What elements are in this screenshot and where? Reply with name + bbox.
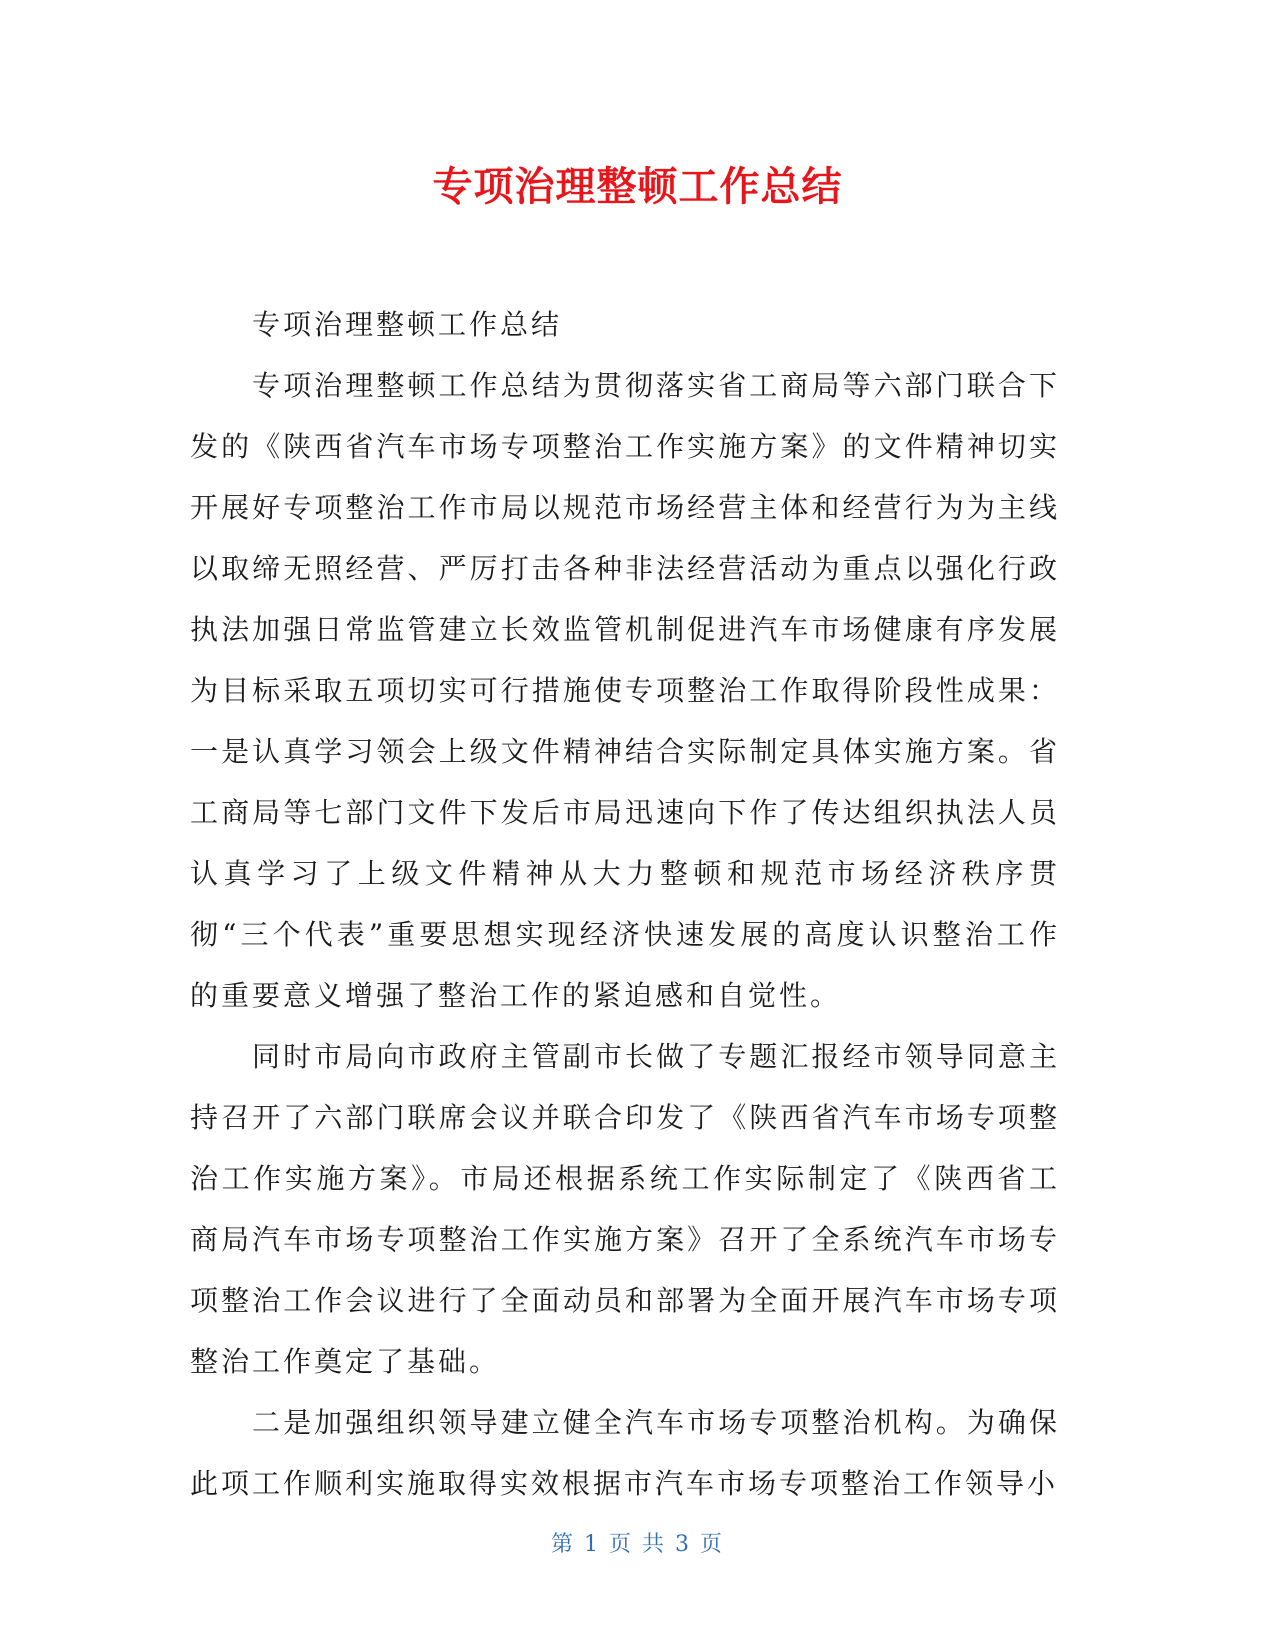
document-title: 专项治理整顿工作总结 bbox=[432, 164, 843, 210]
paragraph-3: 二是加强组织领导建立健全汽车市场专项整治机构。为确保此项工作顺利实施取得实效根据市汽车市场专项整治工作领导小 bbox=[190, 1406, 1060, 1500]
paragraph-subtitle: 专项治理整顿工作总结 bbox=[252, 308, 563, 341]
document-body bbox=[190, 294, 1060, 1514]
page-number-footer: 第 1 页 共 3 页 bbox=[551, 1532, 724, 1557]
paragraph-2: 同时市局向市政府主管副市长做了专题汇报经市领导同意主持召开了六部门联席会议并联合印发了《陕西省汽车市场专项整治工作实施方案》。市局还根据系统工作实际制定了《陕西省工商局汽车市场专项整治工作实施方案》召开了全系统汽车市场专项整治工作会议进行了全面动员和部署为全面开展汽车市场专项整治工作奠定了基础。 bbox=[190, 1040, 1060, 1378]
paragraph-1: 专项治理整顿工作总结为贯彻落实省工商局等六部门联合下发的《陕西省汽车市场专项整治工作实施方案》的文件精神切实开展好专项整治工作市局以规范市场经营主体和经营行为为主线以取缔无照经营、严厉打击各种非法经营活动为重点以强化行政执法加强日常监管建立长效监管机制促进汽车市场健康有序发展为目标采取五项切实可行措施使专项整治工作取得阶段性成果：一是认真学习领会上级文件精神结合实际制定具体实施方案。省工商局等七部门文件下发后市局迅速向下作了传达组织执法人员认真学习了上级文件精神从大力整顿和规范市场经济秩序贯彻“三个代表”重要思想实现经济快速发展的高度认识整治工作的重要意义增强了整治工作的紧迫感和自觉性。 bbox=[190, 369, 1060, 1012]
